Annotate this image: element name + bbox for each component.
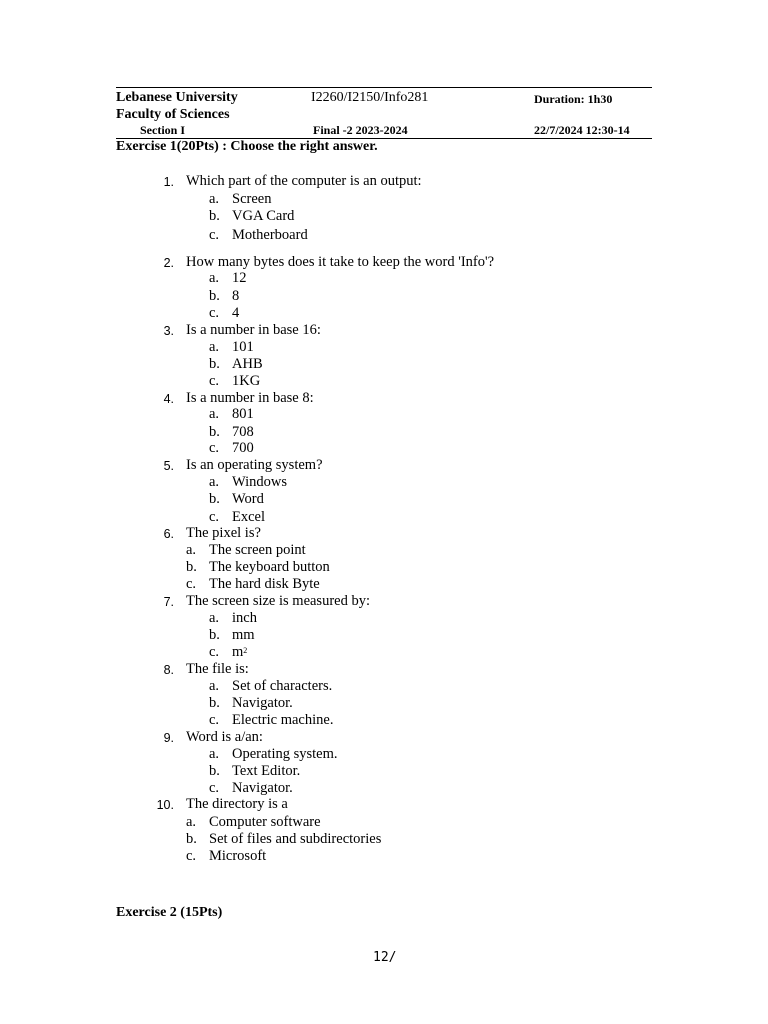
option-text [232, 746, 338, 763]
option-letter: c. [209, 780, 220, 796]
question-number: 7. [163, 595, 174, 609]
option-letter: a. [209, 191, 220, 207]
option-text [232, 627, 255, 644]
header-top-rule [116, 87, 652, 88]
option-text-main: The hard disk Byte [209, 576, 320, 592]
option-text [232, 712, 333, 729]
question-number: 6. [163, 527, 174, 541]
option-text-main: Computer software [209, 814, 321, 830]
option-letter: b. [209, 208, 220, 224]
option-letter: a. [209, 406, 220, 422]
option-letter: a. [209, 746, 220, 762]
option-letter: a. [209, 474, 220, 490]
option-text [232, 208, 294, 225]
question-number: 8. [163, 663, 174, 677]
option-text-main: The keyboard button [209, 559, 330, 575]
question-text: How many bytes does it take to keep the word 'Info'? [186, 254, 495, 270]
option-letter: b. [209, 763, 220, 779]
option-text [232, 509, 265, 526]
option-text-main: 12 [232, 270, 247, 286]
option-text-main: 1KG [232, 373, 261, 389]
option-text [232, 406, 254, 423]
option-letter: b. [186, 559, 197, 575]
option-letter: c. [186, 848, 197, 864]
question-text: Is a number in base 8: [186, 390, 314, 406]
question-text: The pixel is? [186, 525, 261, 541]
option-text-main: AHB [232, 356, 263, 372]
option-letter: c. [209, 305, 220, 321]
option-text [209, 848, 266, 865]
option-text-main: 700 [232, 440, 254, 456]
option-text [232, 270, 247, 287]
option-text [209, 576, 320, 593]
option-text-main: Windows [232, 474, 287, 490]
option-text-main: Word [232, 491, 264, 507]
option-text-main: Text Editor. [232, 763, 301, 779]
option-text [232, 288, 239, 305]
option-letter: c. [209, 644, 220, 660]
duration-label: Duration: 1h30 [534, 92, 613, 106]
course-codes: I2260/I2150/Info281 [311, 90, 429, 105]
option-text [232, 763, 300, 780]
option-text-main: Navigator. [232, 780, 293, 796]
option-text-main: 8 [232, 288, 240, 304]
option-text-main: VGA Card [232, 208, 295, 224]
option-text [232, 440, 254, 457]
option-text [232, 678, 332, 695]
question-text: Which part of the computer is an output: [186, 173, 422, 189]
option-text [232, 424, 254, 441]
option-text [232, 339, 254, 356]
option-letter: c. [209, 509, 220, 525]
option-letter: a. [186, 814, 197, 830]
option-text-main: mm [232, 627, 255, 643]
question-number: 10. [156, 798, 174, 812]
option-text-main: Microsoft [209, 848, 267, 864]
option-letter: c. [186, 576, 197, 592]
faculty-name: Faculty of Sciences [116, 107, 230, 122]
option-text [209, 814, 321, 831]
option-text-main: The screen point [209, 542, 306, 558]
option-text [232, 780, 293, 797]
option-letter: c. [209, 227, 220, 243]
question-number: 5. [163, 459, 174, 473]
option-letter: a. [209, 678, 220, 694]
question-text: Is a number in base 16: [186, 322, 321, 338]
question-number: 4. [163, 392, 174, 406]
option-letter: b. [209, 288, 220, 304]
question-number: 9. [163, 731, 174, 745]
option-letter: a. [186, 542, 197, 558]
option-text [232, 644, 247, 661]
option-letter: c. [209, 373, 220, 389]
option-text [209, 559, 330, 576]
option-text [209, 831, 381, 848]
option-letter: b. [209, 695, 220, 711]
option-letter: c. [209, 712, 220, 728]
question-text: The screen size is measured by: [186, 593, 370, 609]
exercise2-title: Exercise 2 (15Pts) [116, 905, 223, 920]
question-text: The file is: [186, 661, 249, 677]
option-text [232, 695, 293, 712]
option-text-main: Navigator. [232, 695, 293, 711]
option-text-main: Screen [232, 191, 272, 207]
option-text-main: 4 [232, 305, 240, 321]
exam-title: Final -2 2023-2024 [313, 123, 408, 137]
option-text [232, 491, 264, 508]
option-letter: b. [209, 491, 220, 507]
option-text-main: Excel [232, 509, 266, 525]
option-letter: a. [209, 339, 220, 355]
option-text-main: Set of files and subdirectories [209, 831, 382, 847]
question-number: 1. [163, 175, 174, 189]
exercise1-title: Exercise 1(20Pts) : Choose the right answer. [116, 139, 378, 154]
question-text: Word is a/an: [186, 729, 263, 745]
option-text-main: Motherboard [232, 227, 308, 243]
question-number: 2. [163, 256, 174, 270]
university-name: Lebanese University [116, 90, 238, 105]
option-text [232, 373, 260, 390]
option-text-main: Set of characters. [232, 678, 333, 694]
option-letter: b. [209, 627, 220, 643]
option-letter: b. [186, 831, 197, 847]
option-text-main: inch [232, 610, 257, 626]
option-text-main: 708 [232, 424, 254, 440]
option-text-main: 101 [232, 339, 254, 355]
option-text [209, 542, 306, 559]
option-text-main: 801 [232, 406, 254, 422]
option-letter: b. [209, 424, 220, 440]
option-text [232, 474, 287, 491]
option-text-main: m [232, 644, 244, 660]
option-letter: a. [209, 270, 220, 286]
option-letter: b. [209, 356, 220, 372]
page-number: 12/ [373, 950, 397, 965]
option-text [232, 227, 308, 244]
option-text [232, 356, 263, 373]
option-text [232, 305, 239, 322]
question-text: The directory is a [186, 796, 288, 812]
option-letter: a. [209, 610, 220, 626]
exam-datetime: 22/7/2024 12:30-14 [534, 123, 630, 137]
question-text: Is an operating system? [186, 457, 323, 473]
section-label: Section I [140, 123, 185, 137]
option-text-main: Operating system. [232, 746, 338, 762]
option-letter: c. [209, 440, 220, 456]
question-number: 3. [163, 324, 174, 338]
option-text [232, 610, 257, 627]
option-text-main: Electric machine. [232, 712, 334, 728]
option-text [232, 191, 271, 208]
option-superscript: 2 [243, 646, 248, 655]
